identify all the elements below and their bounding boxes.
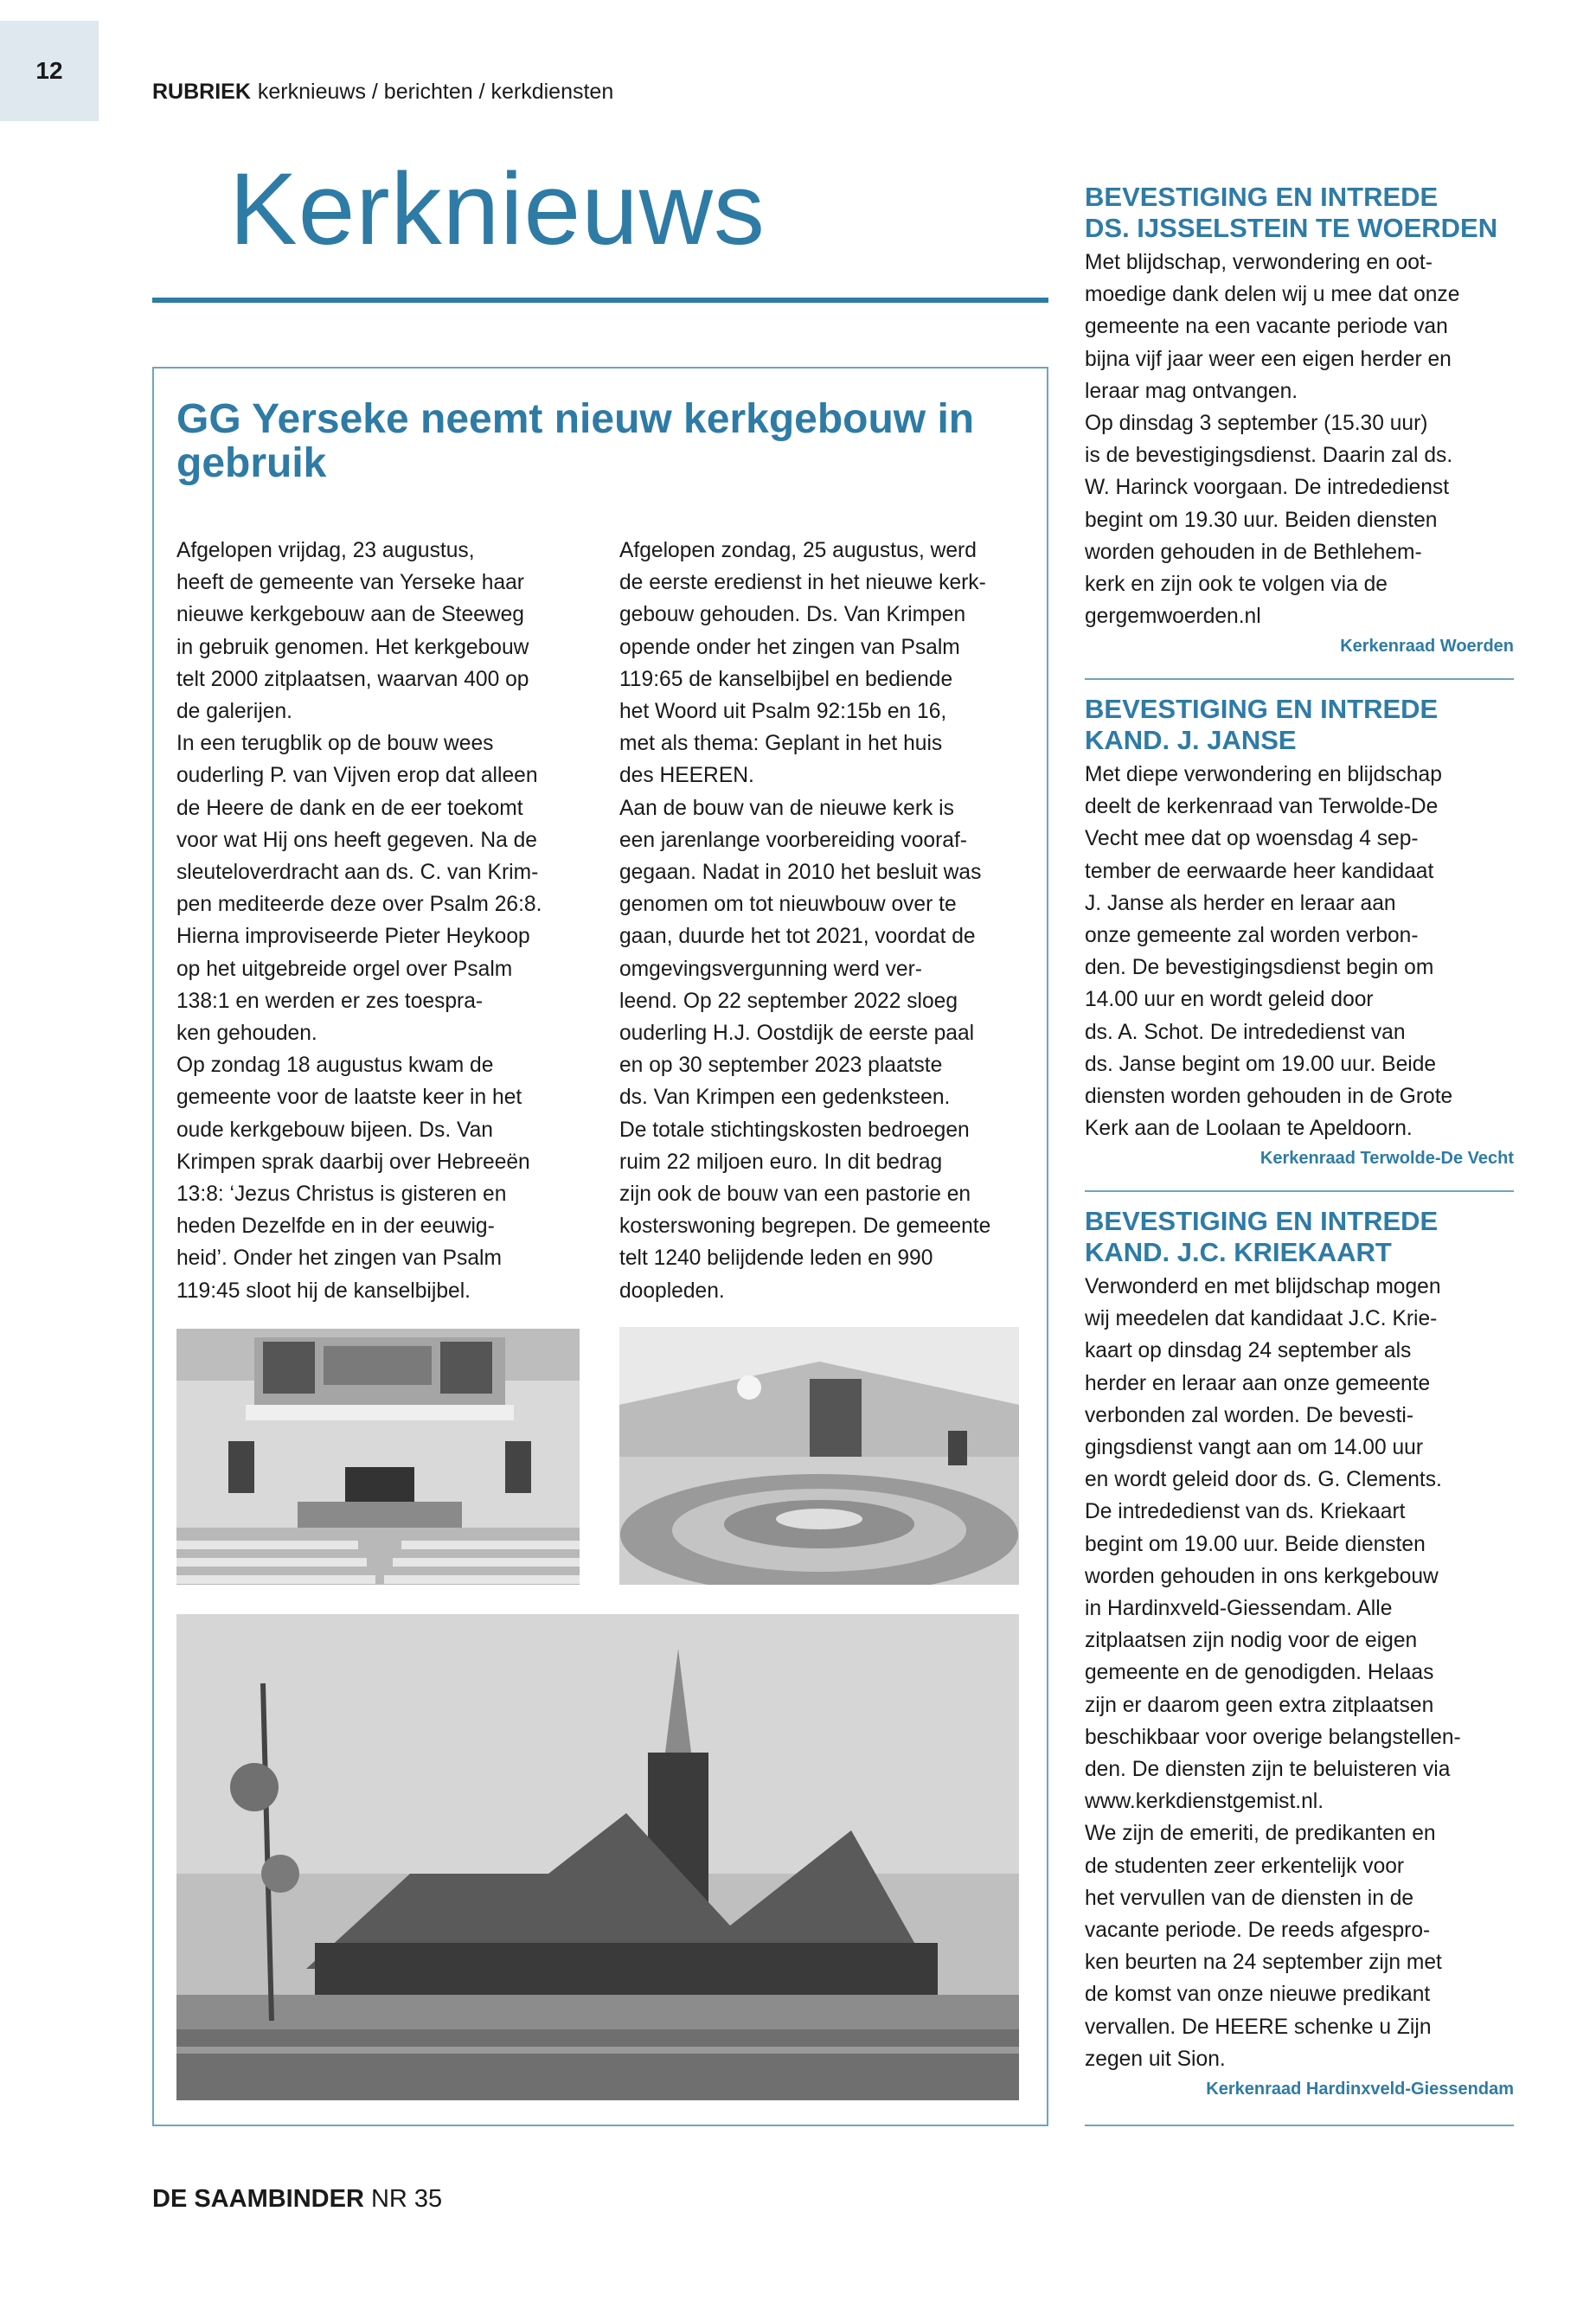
sidebar-body-janse: Met diepe verwondering en blijdschap deelt de kerkenraad van Terwolde-De Vecht mee dat op woensdag 4 sep- tember de eerwaarde heer kandidaat J. Janse als herder en leraar aan onze gemeente zal worden verbon- den. De bevestigingsdienst begin om 14.00 uur en wordt geleid door ds. A. Schot. De intrededienst van ds. Janse begint om 19.00 uur. Beide diensten worden gehouden in de Grote Kerk aan de Loolaan te Apeldoorn. <box>1085 763 1453 1141</box>
sidebar-signature-woerden: Kerkenraad Woerden <box>1340 637 1514 656</box>
article-column-1: Afgelopen vrijdag, 23 augustus, heeft de gemeente van Yerseke haar nieuwe kerkgebouw aan de Steeweg in gebruik genomen. Het kerkgebouw telt 2000 zitplaatsen, waarvan 400 op de galerijen. In een terugblik op de bouw wees ouderling P. van Vijven erop dat alleen de Heere de dank en de eer toekomt voor wat Hij ons heeft gegeven. Na de sleuteloverdracht aan ds. C. van Krim- pen mediteerde deze over Psalm 26:8. Hierna improviseerde Pieter Heykoop op het uitgebreide orgel over Psalm 138:1 en werden er zes toespra- ken gehouden. Op zondag 18 augustus kwam de gemeente voor de laatste keer in het oude kerkgebouw bijeen. Ds. Van Krimpen sprak daarbij over Hebreeën 13:8: ‘Jezus Christus is gisteren en heden Dezelfde en in der eeuwig- heid’. Onder het zingen van Psalm 119:45 sloot hij de kanselbijbel. <box>176 539 542 1303</box>
page-footer <box>152 2185 442 2214</box>
rubriek-path: kerknieuws / berichten / kerkdiensten <box>257 80 614 104</box>
sidebar-heading-woerden: BEVESTIGING EN INTREDE DS. IJSSELSTEIN TE WOERDEN <box>1085 182 1498 243</box>
page-title: Kerknieuws <box>229 152 766 266</box>
sidebar-body-woerden: Met blijdschap, verwondering en oot- moedige dank delen wij u mee dat onze gemeente na een vacante periode van bijna vijf jaar weer een eigen herder en leraar mag ontvangen. Op dinsdag 3 september (15.30 uur) is de bevestigingsdienst. Daarin zal ds. W. Harinck voorgaan. De intrededienst begint om 19.30 uur. Beiden diensten worden gehouden in de Bethlehem- kerk en zijn ook te volgen via de gergemwoerden.nl <box>1085 251 1460 629</box>
sidebar-heading-janse: BEVESTIGING EN INTREDE KAND. J. JANSE <box>1085 694 1439 755</box>
sidebar-divider-3 <box>1085 2125 1514 2126</box>
article-title: GG Yerseke neemt nieuw kerkgebouw in gebruik <box>176 396 975 486</box>
sidebar-body-kriekaart: Verwonderd en met blijdschap mogen wij meedelen dat kandidaat J.C. Krie- kaart op dinsdag 24 september als herder en leraar aan onze gemeente verbonden zal worden. De bevesti- gingsdienst vangt aan om 14.00 uur en wordt geleid door ds. G. Clements. De intrededienst van ds. Kriekaart begint om 19.00 uur. Beide diensten worden gehouden in ons kerkgebouw in Hardinxveld-Giessendam. Alle zitplaatsen zijn nodig voor de eigen gemeente en de genodigden. Helaas zijn er daarom geen extra zitplaatsen beschikbaar voor overige belangstellen- den. De diensten zijn te beluisteren via www.kerkdienstgemist.nl. We zijn de emeriti, de predikanten en de studenten zeer erkentelijk voor het vervullen van de diensten in de vacante periode. De reeds afgespro- ken beurten na 24 september zijn met de komst van onze nieuwe predikant vervallen. De HEERE schenke u Zijn zegen uit Sion. <box>1085 1275 1461 2071</box>
rubriek-label: RUBRIEK <box>152 80 251 104</box>
title-divider <box>152 298 1048 303</box>
photo-church-exterior <box>176 1614 1019 2100</box>
article-column-2: Afgelopen zondag, 25 augustus, werd de eerste eredienst in het nieuwe kerk- gebouw gehouden. Ds. Van Krimpen opende onder het zingen van Psalm 119:65 de kanselbijbel en bediende het Woord uit Psalm 92:15b en 16, met als thema: Geplant in het huis des HEEREN. Aan de bouw van de nieuwe kerk is een jarenlange voorbereiding vooraf- gegaan. Nadat in 2010 het besluit was genomen om tot nieuwbouw over te gaan, duurde het tot 2021, voordat de omgevingsvergunning werd ver- leend. Op 22 september 2022 sloeg ouderling H.J. Oostdijk de eerste paal en op 30 september 2023 plaatste ds. Van Krimpen een gedenksteen. De totale stichtingskosten bedroegen ruim 22 miljoen euro. In dit bedrag zijn ook de bouw van een pastorie en kosterswoning begrepen. De gemeente telt 1240 belijdende leden en 990 doopleden. <box>619 539 991 1303</box>
sidebar-signature-janse: Kerkenraad Terwolde-De Vecht <box>1259 1149 1514 1168</box>
photo-interior-overview <box>619 1327 1019 1585</box>
sidebar-divider-2 <box>1085 1190 1514 1192</box>
sidebar-heading-kriekaart: BEVESTIGING EN INTREDE KAND. J.C. KRIEKAART <box>1085 1206 1439 1267</box>
footer-magazine: DE SAAMBINDER <box>152 2185 364 2213</box>
rubriek-line <box>152 80 613 105</box>
footer-issue: NR 35 <box>370 2185 443 2213</box>
sidebar-divider-1 <box>1085 678 1514 680</box>
sidebar-signature-kriekaart: Kerkenraad Hardinxveld-Giessendam <box>1206 2080 1514 2099</box>
photo-interior-pulpit <box>176 1329 580 1585</box>
page-number: 12 <box>0 21 99 121</box>
